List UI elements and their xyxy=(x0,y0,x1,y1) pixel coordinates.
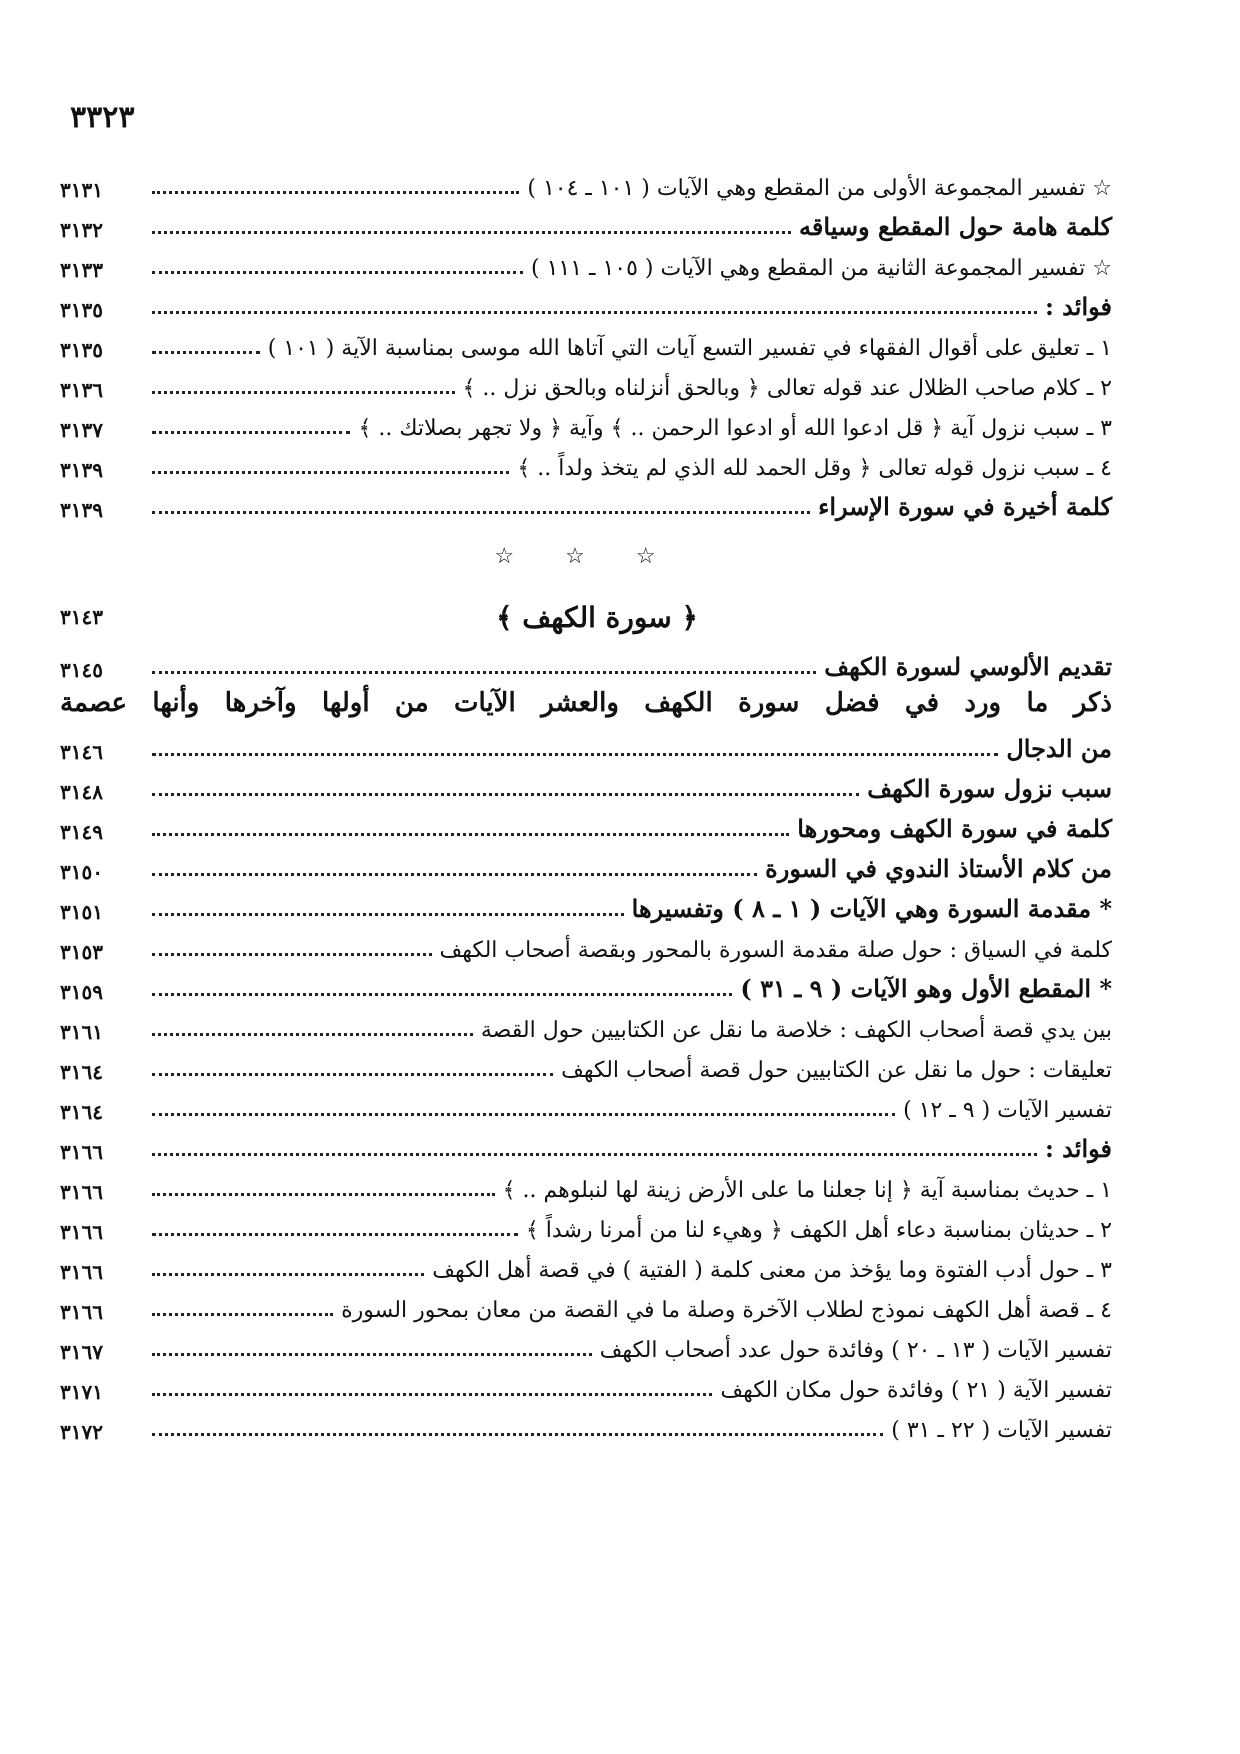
toc-entry-title: كلمة هامة حول المقطع وسياقه xyxy=(799,212,1112,242)
section-divider-stars: ☆ ☆ ☆ xyxy=(494,544,678,569)
toc-entry-title: ١ ـ حديث بمناسبة آية ﴿ إنا جعلنا ما على الأرض زينة لها لنبلوهم .. ﴾ xyxy=(502,1177,1112,1203)
toc-leader-dots xyxy=(152,271,523,274)
toc-entry-page-number: ٣١٤٥ xyxy=(60,658,103,682)
toc-leader-dots xyxy=(152,793,859,796)
toc-leader-dots xyxy=(152,431,350,434)
toc-leader-dots xyxy=(152,1153,1037,1156)
toc-entry-title: من كلام الأستاذ الندوي في السورة xyxy=(765,854,1112,884)
toc-leader-dots xyxy=(152,471,509,474)
toc-entry-page-number: ٣١٥١ xyxy=(60,900,103,924)
toc-leader-dots xyxy=(152,1273,424,1276)
toc-entry xyxy=(60,1284,1112,1324)
toc-entry-title: فوائد : xyxy=(1044,1134,1112,1164)
toc-entry xyxy=(60,642,1112,682)
toc-leader-dots xyxy=(152,953,432,956)
toc-entry-title: ☆ تفسير المجموعة الثانية من المقطع وهي الآيات ( ١٠٥ ـ ١١١ ) xyxy=(531,255,1112,281)
toc-leader-dots xyxy=(152,311,1037,314)
toc-entry-page-number: ٣١٦٧ xyxy=(60,1340,103,1364)
toc-entry xyxy=(60,1244,1112,1284)
toc-entry xyxy=(60,1364,1112,1404)
toc-leader-dots xyxy=(152,351,260,354)
toc-entry-page-number: ٣١٦٦ xyxy=(60,1220,103,1244)
toc-leader-dots xyxy=(152,873,757,876)
toc-entry xyxy=(60,322,1112,362)
surah-heading-row xyxy=(60,592,1112,642)
toc-leader-dots xyxy=(152,993,732,996)
toc-entry-page-number: ٣١٣١ xyxy=(60,178,103,202)
toc-entry-page-number: ٣١٧٢ xyxy=(60,1420,103,1444)
toc-entry-page-number: ٣١٦٤ xyxy=(60,1100,103,1124)
toc-entry-page-number: ٣١٥٩ xyxy=(60,980,103,1004)
toc-leader-dots xyxy=(152,1193,495,1196)
toc-entry-page-number: ٣١٥٣ xyxy=(60,940,103,964)
toc-leader-dots xyxy=(152,1033,473,1036)
toc-entry-title: ☆ تفسير المجموعة الأولى من المقطع وهي الآيات ( ١٠١ ـ ١٠٤ ) xyxy=(527,175,1112,201)
toc-entry-page-number: ٣١٣٣ xyxy=(60,258,103,282)
toc-leader-dots xyxy=(152,1313,333,1316)
toc-entry-title: سبب نزول سورة الكهف xyxy=(867,774,1112,804)
toc-entry-title: تفسير الآية ( ٢١ ) وفائدة حول مكان الكهف xyxy=(720,1377,1112,1403)
toc-entry-title: تفسير الآيات ( ١٣ ـ ٢٠ ) وفائدة حول عدد أصحاب الكهف xyxy=(599,1337,1112,1363)
toc-entry-multiline-first-line: ذكر ما ورد في فضل سورة الكهف والعشر الآيات من أولها وآخرها وأنها عصمة xyxy=(60,688,1112,718)
toc-entry xyxy=(60,1004,1112,1044)
toc-entry xyxy=(60,844,1112,884)
toc-entry xyxy=(60,162,1112,202)
toc-leader-dots xyxy=(152,671,816,674)
toc-leader-dots xyxy=(152,1393,712,1396)
toc-entry xyxy=(60,1124,1112,1164)
toc-entry xyxy=(60,1164,1112,1204)
toc-entry xyxy=(60,482,1112,522)
toc-entry-page-number: ٣١٣٧ xyxy=(60,418,103,442)
toc-entry-title: ٤ ـ سبب نزول قوله تعالى ﴿ وقل الحمد لله الذي لم يتخذ ولداً .. ﴾ xyxy=(517,455,1112,481)
toc-entry-title: تفسير الآيات ( ٩ ـ ١٢ ) xyxy=(903,1097,1112,1123)
toc-entry-page-number: ٣١٣٥ xyxy=(60,338,103,362)
toc-entry-title: ٢ ـ حديثان بمناسبة دعاء أهل الكهف ﴿ وهيء لنا من أمرنا رشداً ﴾ xyxy=(525,1217,1112,1243)
toc-leader-dots xyxy=(152,1233,518,1236)
toc-entry xyxy=(60,964,1112,1004)
toc-leader-dots xyxy=(152,231,791,234)
toc-entry xyxy=(60,402,1112,442)
toc-entry-page-number: ٣١٣٦ xyxy=(60,378,103,402)
toc-entry xyxy=(60,1404,1112,1444)
toc-entry-page-number: ٣١٦٦ xyxy=(60,1260,103,1284)
toc-entry-page-number: ٣١٧١ xyxy=(60,1380,103,1404)
toc-leader-dots xyxy=(152,191,519,194)
toc-group-kahf xyxy=(60,724,1112,1444)
toc-entry-page-number: ٣١٣٢ xyxy=(60,218,103,242)
toc-entry-title: فوائد : xyxy=(1044,292,1112,322)
page-number: ٣٣٢٣ xyxy=(70,100,135,135)
toc-entry-page-number: ٣١٣٩ xyxy=(60,498,103,522)
toc-entry xyxy=(60,884,1112,924)
toc-entry-page-number: ٣١٥٠ xyxy=(60,860,103,884)
toc-entry xyxy=(60,1204,1112,1244)
toc-leader-dots xyxy=(152,1113,895,1116)
toc-group-kahf-intro xyxy=(60,642,1112,682)
toc-leader-dots xyxy=(152,1073,553,1076)
surah-heading-title: ﴿ سورة الكهف ﴾ xyxy=(496,600,698,634)
toc-entry-title: كلمة في السياق : حول صلة مقدمة السورة بالمحور وبقصة أصحاب الكهف xyxy=(439,937,1112,963)
toc-leader-dots xyxy=(152,753,998,756)
toc-entry xyxy=(60,362,1112,402)
toc-entry-page-number: ٣١٤٨ xyxy=(60,780,103,804)
toc-entry xyxy=(60,1084,1112,1124)
toc-entry-title: كلمة في سورة الكهف ومحورها xyxy=(797,814,1112,844)
toc-leader-dots xyxy=(152,1353,592,1356)
table-of-contents xyxy=(60,162,1112,1444)
toc-entry xyxy=(60,764,1112,804)
toc-entry-page-number: ٣١٦٦ xyxy=(60,1140,103,1164)
toc-leader-dots xyxy=(152,1433,883,1436)
toc-entry xyxy=(60,924,1112,964)
toc-entry xyxy=(60,202,1112,242)
toc-group-israa xyxy=(60,162,1112,522)
toc-entry-title: تعليقات : حول ما نقل عن الكتابيين حول قصة أصحاب الكهف xyxy=(561,1057,1112,1083)
toc-entry xyxy=(60,724,1112,764)
toc-entry-page-number: ٣١٤٦ xyxy=(60,740,103,764)
toc-entry-title: بين يدي قصة أصحاب الكهف : خلاصة ما نقل عن الكتابيين حول القصة xyxy=(480,1017,1112,1043)
toc-entry-title: تفسير الآيات ( ٢٢ ـ ٣١ ) xyxy=(891,1417,1112,1443)
toc-entry-title: من الدجال xyxy=(1006,734,1112,764)
toc-leader-dots xyxy=(152,391,455,394)
toc-entry-title: ٢ ـ كلام صاحب الظلال عند قوله تعالى ﴿ وبالحق أنزلناه وبالحق نزل .. ﴾ xyxy=(462,375,1112,401)
toc-entry-page-number: ٣١٤٩ xyxy=(60,820,103,844)
toc-entry xyxy=(60,442,1112,482)
toc-entry-title: * المقطع الأول وهو الآيات ( ٩ ـ ٣١ ) xyxy=(740,974,1112,1004)
toc-entry-title: تقديم الألوسي لسورة الكهف xyxy=(824,652,1112,682)
toc-entry-title: كلمة أخيرة في سورة الإسراء xyxy=(818,492,1112,522)
toc-entry-page-number: ٣١٦٦ xyxy=(60,1300,103,1324)
toc-entry xyxy=(60,242,1112,282)
toc-entry xyxy=(60,1044,1112,1084)
toc-entry-title: * مقدمة السورة وهي الآيات ( ١ ـ ٨ ) وتفسيرها xyxy=(631,894,1112,924)
toc-entry-title: ٤ ـ قصة أهل الكهف نموذج لطلاب الآخرة وصلة ما في القصة من معان بمحور السورة xyxy=(341,1297,1112,1323)
toc-entry-page-number: ٣١٣٩ xyxy=(60,458,103,482)
toc-entry-title: ٣ ـ سبب نزول آية ﴿ قل ادعوا الله أو ادعوا الرحمن .. ﴾ وآية ﴿ ولا تجهر بصلاتك .. ﴾ xyxy=(358,415,1112,441)
toc-leader-dots xyxy=(152,833,789,836)
toc-entry xyxy=(60,804,1112,844)
toc-entry-page-number: ٣١٦١ xyxy=(60,1020,103,1044)
toc-entry-title: ١ ـ تعليق على أقوال الفقهاء في تفسير التسع آيات التي آتاها الله موسى بمناسبة الآية ( ١٠١ ) xyxy=(267,335,1112,361)
toc-entry xyxy=(60,282,1112,322)
toc-entry-page-number: ٣١٣٥ xyxy=(60,298,103,322)
toc-leader-dots xyxy=(152,511,810,514)
toc-leader-dots xyxy=(152,913,624,916)
toc-entry-page-number: ٣١٦٦ xyxy=(60,1180,103,1204)
toc-entry-title: ٣ ـ حول أدب الفتوة وما يؤخذ من معنى كلمة ( الفتية ) في قصة أهل الكهف xyxy=(432,1257,1112,1283)
toc-entry xyxy=(60,1324,1112,1364)
toc-entry-page-number: ٣١٦٤ xyxy=(60,1060,103,1084)
surah-heading-page: ٣١٤٣ xyxy=(60,605,103,629)
